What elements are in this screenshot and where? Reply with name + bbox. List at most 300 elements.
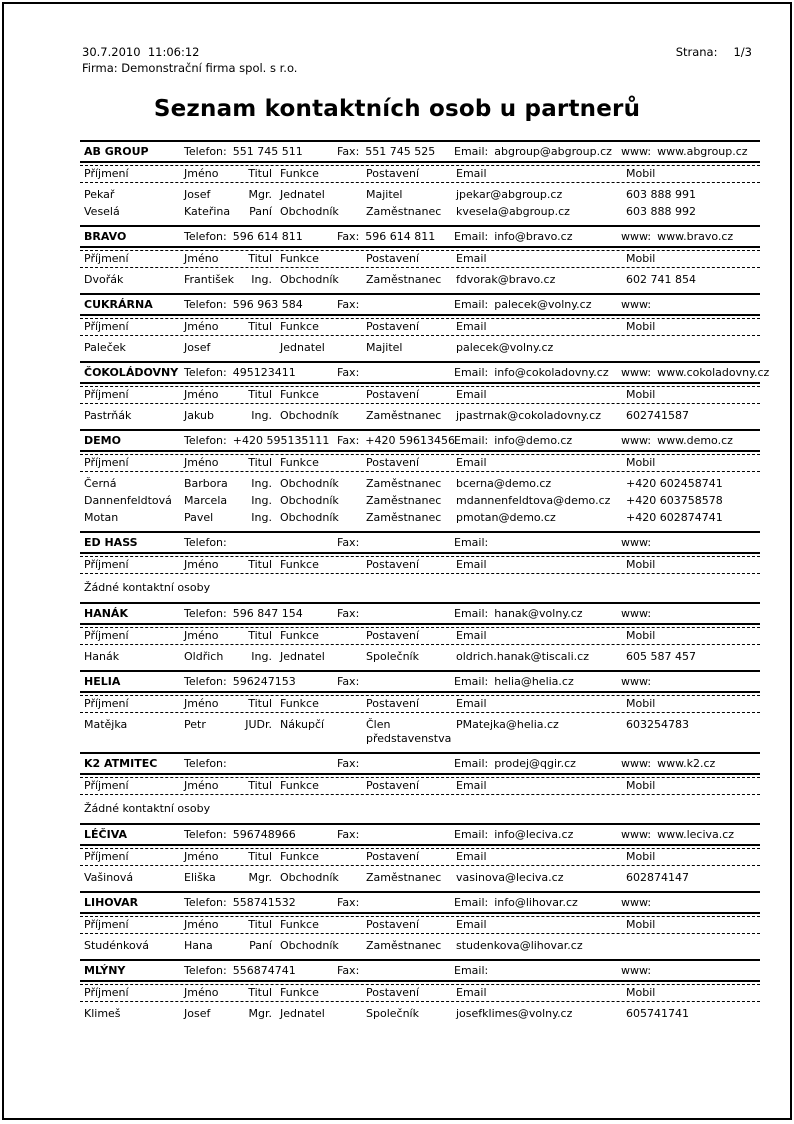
column-header-email: Email <box>456 167 487 181</box>
column-header-funkce: Funkce <box>280 918 319 932</box>
partner-telefon-value: 596247153 <box>232 675 296 689</box>
column-header-postaveni: Postavení <box>366 167 420 181</box>
telefon-label: Telefon: <box>184 230 227 244</box>
partner-fax <box>333 230 450 244</box>
contact-postaveni: Zaměstnanec <box>366 871 442 885</box>
contact-prijmeni: Dannenfeldtová <box>84 494 172 508</box>
partner-www <box>617 828 760 842</box>
partner-email <box>450 434 617 448</box>
partner-email <box>450 964 617 978</box>
column-header-email: Email <box>456 558 487 572</box>
partner-www <box>617 675 760 689</box>
partner-telefon <box>180 757 333 771</box>
column-header-mobil: Mobil <box>626 167 656 181</box>
column-header-jmeno: Jméno <box>184 252 219 266</box>
columns-header-row <box>80 318 760 336</box>
contact-jmeno: Josef <box>184 1007 211 1021</box>
column-header-postaveni: Postavení <box>366 456 420 470</box>
contact-postaveni: Zaměstnanec <box>366 939 442 953</box>
contact-titul: Ing. <box>251 409 272 423</box>
fax-label: Fax: <box>337 145 360 159</box>
partner-header-row <box>80 363 770 384</box>
column-header-prijmeni: Příjmení <box>84 558 129 572</box>
contact-email: jpekar@abgroup.cz <box>456 188 563 202</box>
column-header-titul: Titul <box>248 167 272 181</box>
contact-funkce: Obchodník <box>280 511 339 525</box>
column-header-mobil: Mobil <box>626 918 656 932</box>
contact-email: pmotan@demo.cz <box>456 511 556 525</box>
contact-jmeno: Oldřich <box>184 650 224 664</box>
column-header-prijmeni: Příjmení <box>84 986 129 1000</box>
email-label: Email: <box>454 607 489 621</box>
partner-fax <box>333 298 450 312</box>
column-header-prijmeni: Příjmení <box>84 918 129 932</box>
column-header-prijmeni: Příjmení <box>84 320 129 334</box>
partner-fax <box>333 896 450 910</box>
contact-titul: Ing. <box>251 650 272 664</box>
email-label: Email: <box>454 757 489 771</box>
partner-section <box>80 361 770 429</box>
contact-mobil: 603 888 992 <box>626 205 696 219</box>
contact-row <box>80 474 760 491</box>
column-header-titul: Titul <box>248 388 272 402</box>
contacts-body <box>80 934 760 953</box>
partner-header-row <box>80 533 760 554</box>
fax-label: Fax: <box>337 536 360 550</box>
partner-telefon-value: 596 847 154 <box>232 607 303 621</box>
contact-email: palecek@volny.cz <box>456 341 554 355</box>
contact-jmeno: Hana <box>184 939 213 953</box>
www-label: www: <box>621 675 652 689</box>
column-header-email: Email <box>456 779 487 793</box>
partner-telefon-value: 551 745 511 <box>232 145 303 159</box>
column-header-mobil: Mobil <box>626 252 656 266</box>
contact-postaveni: Zaměstnanec <box>366 494 442 508</box>
partner-telefon <box>180 896 333 910</box>
column-header-prijmeni: Příjmení <box>84 629 129 643</box>
partner-name: LÉČIVA <box>84 828 127 842</box>
column-header-postaveni: Postavení <box>366 252 420 266</box>
partner-email <box>450 607 617 621</box>
fax-label: Fax: <box>337 675 360 689</box>
column-header-titul: Titul <box>248 779 272 793</box>
contact-row <box>80 1004 760 1021</box>
email-label: Email: <box>454 230 489 244</box>
column-header-email: Email <box>456 456 487 470</box>
contact-jmeno: Petr <box>184 718 206 732</box>
contact-titul: Paní <box>249 205 272 219</box>
page-number-value: 1/3 <box>733 45 752 59</box>
contact-funkce: Obchodník <box>280 494 339 508</box>
partner-telefon <box>180 145 333 159</box>
partner-fax <box>333 145 450 159</box>
column-header-email: Email <box>456 629 487 643</box>
column-header-jmeno: Jméno <box>184 629 219 643</box>
contact-mobil: 603254783 <box>626 718 689 732</box>
column-header-prijmeni: Příjmení <box>84 850 129 864</box>
partner-header-row <box>80 295 760 316</box>
partner-section <box>80 823 760 891</box>
contact-jmeno: Marcela <box>184 494 228 508</box>
www-label: www: <box>621 757 652 771</box>
contact-postaveni: Majitel <box>366 188 403 202</box>
contact-prijmeni: Klimeš <box>84 1007 121 1021</box>
telefon-label: Telefon: <box>184 675 227 689</box>
contact-prijmeni: Matějka <box>84 718 128 732</box>
column-header-funkce: Funkce <box>280 320 319 334</box>
www-label: www: <box>621 434 652 448</box>
contact-prijmeni: Pekař <box>84 188 115 202</box>
column-header-funkce: Funkce <box>280 456 319 470</box>
telefon-label: Telefon: <box>184 757 227 771</box>
contact-funkce: Jednatel <box>280 1007 325 1021</box>
contact-postaveni: Společník <box>366 1007 419 1021</box>
contacts-body <box>80 866 760 885</box>
partner-email-value: info@leciva.cz <box>494 828 574 842</box>
partner-email-value: helia@helia.cz <box>494 675 574 689</box>
contact-titul: Ing. <box>251 273 272 287</box>
contact-prijmeni: Pastrňák <box>84 409 132 423</box>
contact-mobil: 602874147 <box>626 871 689 885</box>
contact-jmeno: Josef <box>184 188 211 202</box>
telefon-label: Telefon: <box>184 298 227 312</box>
contact-titul: JUDr. <box>245 718 272 732</box>
contacts-body <box>80 404 760 423</box>
partner-email-value: info@lihovar.cz <box>494 896 578 910</box>
contact-prijmeni: Hanák <box>84 650 120 664</box>
partner-header-row <box>80 754 760 775</box>
contact-funkce: Jednatel <box>280 650 325 664</box>
partner-section <box>80 602 760 670</box>
contacts-body <box>80 713 760 746</box>
report-title: Seznam kontaktních osob u partnerů <box>153 96 641 123</box>
column-header-prijmeni: Příjmení <box>84 167 129 181</box>
partner-email-value: hanak@volny.cz <box>494 607 583 621</box>
column-header-funkce: Funkce <box>280 558 319 572</box>
column-header-jmeno: Jméno <box>184 779 219 793</box>
partner-www-value: www.abgroup.cz <box>657 145 748 159</box>
column-header-jmeno: Jméno <box>184 167 219 181</box>
contact-email: kvesela@abgroup.cz <box>456 205 570 219</box>
columns-header-row <box>80 556 760 574</box>
partner-name: AB GROUP <box>84 145 149 159</box>
partner-header-row <box>80 604 760 625</box>
fax-label: Fax: <box>337 298 360 312</box>
contact-postaveni: Společník <box>366 650 419 664</box>
report-page <box>2 2 792 1120</box>
telefon-label: Telefon: <box>184 434 227 448</box>
email-label: Email: <box>454 828 489 842</box>
column-header-titul: Titul <box>248 456 272 470</box>
partner-telefon-value: +420 595135111 <box>232 434 330 448</box>
contact-postaveni: Člen představenstva <box>366 718 452 746</box>
columns-header-row <box>80 848 760 866</box>
report-header <box>82 44 752 76</box>
partner-section <box>80 225 760 293</box>
fax-label: Fax: <box>337 757 360 771</box>
column-header-email: Email <box>456 388 487 402</box>
contact-email: vasinova@leciva.cz <box>456 871 564 885</box>
www-label: www: <box>621 366 652 380</box>
column-header-email: Email <box>456 320 487 334</box>
partner-www <box>617 298 760 312</box>
contact-funkce: Nákupčí <box>280 718 325 732</box>
column-header-funkce: Funkce <box>280 850 319 864</box>
fax-label: Fax: <box>337 230 360 244</box>
contact-funkce: Obchodník <box>280 477 339 491</box>
contact-titul: Ing. <box>251 511 272 525</box>
fax-label: Fax: <box>337 896 360 910</box>
column-header-mobil: Mobil <box>626 629 656 643</box>
email-label: Email: <box>454 896 489 910</box>
contacts-body <box>80 1002 760 1021</box>
partner-name: DEMO <box>84 434 121 448</box>
contact-email: studenkova@lihovar.cz <box>456 939 583 953</box>
partner-name: HELIA <box>84 675 121 689</box>
column-header-funkce: Funkce <box>280 388 319 402</box>
partner-section <box>80 293 760 361</box>
partner-header-row <box>80 672 760 693</box>
email-label: Email: <box>454 675 489 689</box>
partner-telefon <box>180 366 333 380</box>
column-header-funkce: Funkce <box>280 697 319 711</box>
partner-telefon-value: 558741532 <box>232 896 296 910</box>
column-header-funkce: Funkce <box>280 252 319 266</box>
columns-header-row <box>80 984 760 1002</box>
contact-titul: Mgr. <box>248 1007 272 1021</box>
partner-fax <box>333 828 450 842</box>
partner-email-value: info@bravo.cz <box>494 230 573 244</box>
partner-email <box>450 757 617 771</box>
column-header-jmeno: Jméno <box>184 850 219 864</box>
column-header-jmeno: Jméno <box>184 388 219 402</box>
contact-jmeno: Jakub <box>184 409 214 423</box>
contact-row <box>80 868 760 885</box>
report-datetime: 30.7.2010 11:06:12 <box>82 45 200 59</box>
contact-row <box>80 715 760 746</box>
contact-row <box>80 338 760 355</box>
column-header-jmeno: Jméno <box>184 918 219 932</box>
contact-prijmeni: Černá <box>84 477 117 491</box>
telefon-label: Telefon: <box>184 964 227 978</box>
partner-fax <box>333 607 450 621</box>
column-header-email: Email <box>456 918 487 932</box>
partner-telefon <box>180 675 333 689</box>
columns-header-row <box>80 627 760 645</box>
page-number <box>676 44 752 60</box>
partner-www <box>617 434 760 448</box>
contact-row <box>80 491 760 508</box>
column-header-postaveni: Postavení <box>366 850 420 864</box>
partner-telefon-value: 495123411 <box>232 366 296 380</box>
contact-funkce: Obchodník <box>280 939 339 953</box>
contact-funkce: Obchodník <box>280 871 339 885</box>
contact-email: PMatejka@helia.cz <box>456 718 559 732</box>
column-header-prijmeni: Příjmení <box>84 388 129 402</box>
www-label: www: <box>621 828 652 842</box>
partner-email-value: info@demo.cz <box>494 434 573 448</box>
contact-funkce: Obchodník <box>280 409 339 423</box>
partner-header-row <box>80 961 760 982</box>
telefon-label: Telefon: <box>184 366 227 380</box>
www-label: www: <box>621 536 652 550</box>
contact-postaveni: Zaměstnanec <box>366 205 442 219</box>
column-header-funkce: Funkce <box>280 167 319 181</box>
contact-row <box>80 185 760 202</box>
partner-www <box>617 896 760 910</box>
partner-fax-value: 596 614 811 <box>365 230 436 244</box>
fax-label: Fax: <box>337 828 360 842</box>
contact-mobil: +420 602874741 <box>626 511 723 525</box>
partner-email <box>450 230 617 244</box>
contact-jmeno: Barbora <box>184 477 228 491</box>
column-header-mobil: Mobil <box>626 697 656 711</box>
contact-email: fdvorak@bravo.cz <box>456 273 556 287</box>
column-header-mobil: Mobil <box>626 388 656 402</box>
contact-row <box>80 647 760 664</box>
column-header-mobil: Mobil <box>626 850 656 864</box>
column-header-prijmeni: Příjmení <box>84 456 129 470</box>
partner-name: LIHOVAR <box>84 896 139 910</box>
contact-row <box>80 508 760 525</box>
column-header-postaveni: Postavení <box>366 320 420 334</box>
contact-postaveni: Zaměstnanec <box>366 409 442 423</box>
contacts-body <box>80 336 760 355</box>
fax-label: Fax: <box>337 607 360 621</box>
partner-email <box>450 145 617 159</box>
partner-www <box>617 366 769 380</box>
email-label: Email: <box>454 536 489 550</box>
partner-fax <box>333 536 450 550</box>
partner-fax <box>333 675 450 689</box>
column-header-titul: Titul <box>248 918 272 932</box>
contact-row <box>80 270 760 287</box>
telefon-label: Telefon: <box>184 607 227 621</box>
partner-www <box>617 757 760 771</box>
partner-header-row <box>80 825 760 846</box>
columns-header-row <box>80 916 760 934</box>
columns-header-row <box>80 165 760 183</box>
column-header-jmeno: Jméno <box>184 456 219 470</box>
partner-name: CUKRÁRNA <box>84 298 153 312</box>
partner-email <box>450 298 617 312</box>
partner-telefon-value: 556874741 <box>232 964 296 978</box>
contact-mobil: 605741741 <box>626 1007 689 1021</box>
partner-fax <box>333 366 450 380</box>
partner-www-value: www.bravo.cz <box>657 230 734 244</box>
email-label: Email: <box>454 964 489 978</box>
partner-name: BRAVO <box>84 230 127 244</box>
page-number-label: Strana: <box>675 45 718 59</box>
partner-section <box>80 140 760 225</box>
contacts-body <box>80 574 760 596</box>
partner-name: ED HASS <box>84 536 138 550</box>
partner-email <box>450 675 617 689</box>
partner-fax <box>333 757 450 771</box>
partner-telefon <box>180 298 333 312</box>
partner-telefon-value: 596 963 584 <box>232 298 303 312</box>
www-label: www: <box>621 964 652 978</box>
contact-prijmeni: Dvořák <box>84 273 124 287</box>
column-header-postaveni: Postavení <box>366 388 420 402</box>
column-header-postaveni: Postavení <box>366 918 420 932</box>
partner-telefon <box>180 828 333 842</box>
column-header-email: Email <box>456 252 487 266</box>
no-contacts-text: Žádné kontaktní osoby <box>84 581 211 595</box>
partner-header-row <box>80 893 760 914</box>
contact-jmeno: František <box>184 273 234 287</box>
column-header-titul: Titul <box>248 697 272 711</box>
contact-titul: Paní <box>249 939 272 953</box>
contact-jmeno: Pavel <box>184 511 214 525</box>
column-header-jmeno: Jméno <box>184 697 219 711</box>
telefon-label: Telefon: <box>184 145 227 159</box>
contact-mobil: +420 603758578 <box>626 494 723 508</box>
www-label: www: <box>621 896 652 910</box>
contact-prijmeni: Paleček <box>84 341 126 355</box>
www-label: www: <box>621 230 652 244</box>
partner-section <box>80 670 760 752</box>
partner-email <box>450 536 617 550</box>
contact-mobil: 605 587 457 <box>626 650 696 664</box>
column-header-titul: Titul <box>248 629 272 643</box>
email-label: Email: <box>454 145 489 159</box>
column-header-titul: Titul <box>248 320 272 334</box>
no-contacts-text: Žádné kontaktní osoby <box>84 802 211 816</box>
contacts-body <box>80 472 760 525</box>
column-header-titul: Titul <box>248 850 272 864</box>
contact-prijmeni: Studénková <box>84 939 149 953</box>
partner-name: K2 ATMITEC <box>84 757 158 771</box>
partner-section <box>80 752 760 823</box>
contact-postaveni: Majitel <box>366 341 403 355</box>
contact-titul: Ing. <box>251 477 272 491</box>
column-header-postaveni: Postavení <box>366 558 420 572</box>
partner-section <box>80 959 760 1027</box>
fax-label: Fax: <box>337 434 360 448</box>
contact-funkce: Obchodník <box>280 205 339 219</box>
contacts-body <box>80 795 760 817</box>
column-header-titul: Titul <box>248 252 272 266</box>
contact-funkce: Obchodník <box>280 273 339 287</box>
partner-www <box>617 607 760 621</box>
contact-mobil: 602741587 <box>626 409 689 423</box>
contact-email: mdannenfeldtova@demo.cz <box>456 494 611 508</box>
partner-telefon-value: 596 614 811 <box>232 230 303 244</box>
fax-label: Fax: <box>337 964 360 978</box>
partner-name: ČOKOLÁDOVNY <box>84 366 179 380</box>
contact-prijmeni: Veselá <box>84 205 120 219</box>
contact-row <box>80 406 760 423</box>
partner-fax-value: 551 745 525 <box>365 145 436 159</box>
partner-email <box>450 366 617 380</box>
columns-header-row <box>80 250 760 268</box>
partner-telefon <box>180 964 333 978</box>
partner-fax-value: +420 59613456 <box>365 434 455 448</box>
column-header-funkce: Funkce <box>280 986 319 1000</box>
columns-header-row <box>80 386 760 404</box>
partner-www-value: www.demo.cz <box>657 434 733 448</box>
contact-prijmeni: Vašinová <box>84 871 134 885</box>
contact-postaveni: Zaměstnanec <box>366 511 442 525</box>
partner-name: MLÝNY <box>84 964 126 978</box>
contact-funkce: Jednatel <box>280 188 325 202</box>
contact-titul: Mgr. <box>248 871 272 885</box>
column-header-email: Email <box>456 850 487 864</box>
partner-fax <box>333 434 455 448</box>
contact-funkce: Jednatel <box>280 341 325 355</box>
column-header-postaveni: Postavení <box>366 697 420 711</box>
